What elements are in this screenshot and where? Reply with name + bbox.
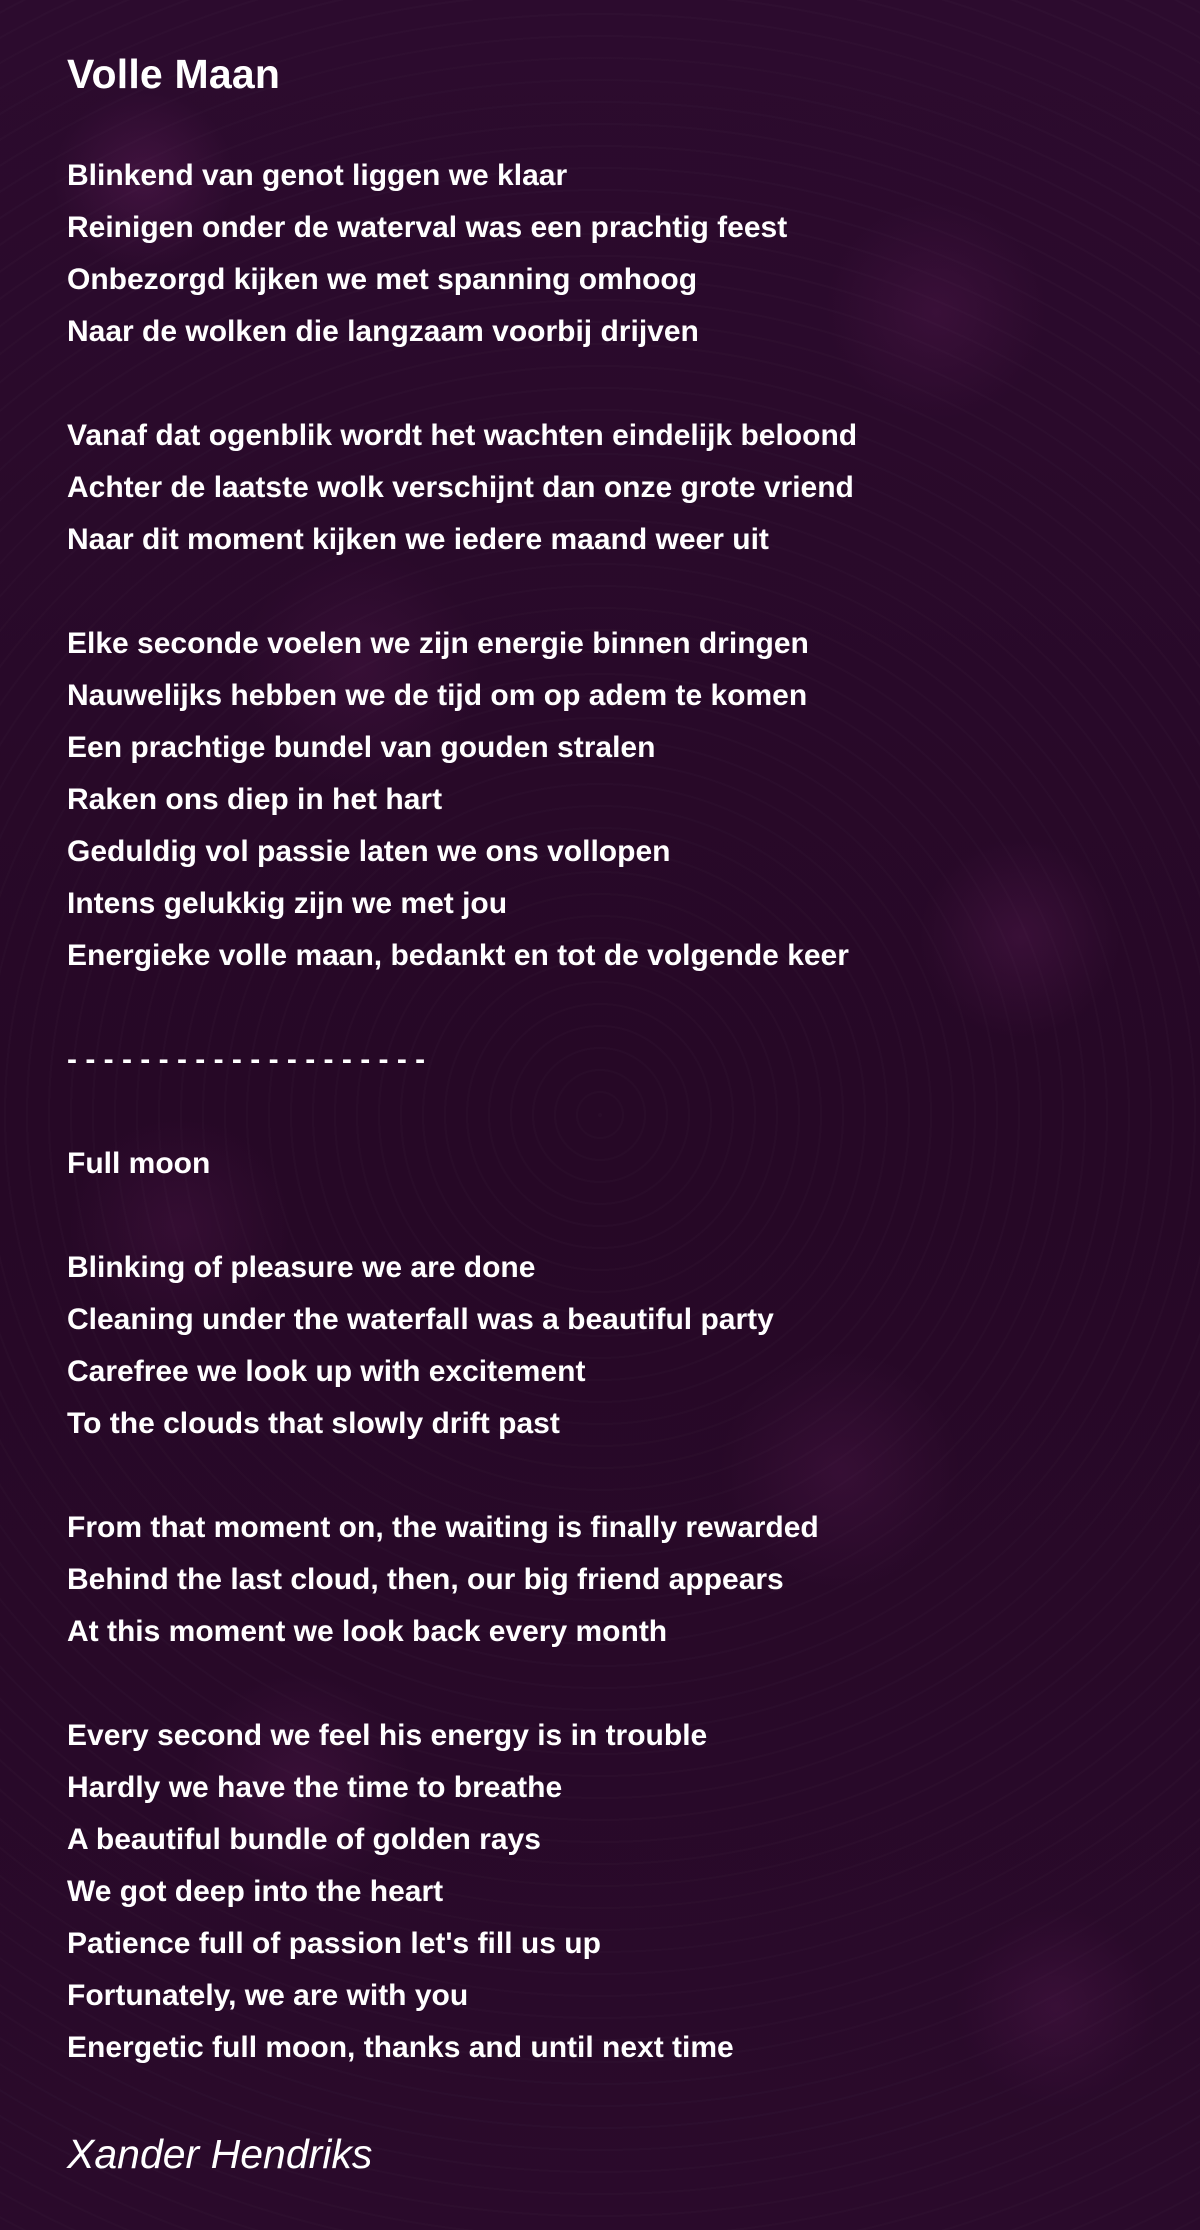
poem-line: From that moment on, the waiting is finally rewarded — [67, 1511, 819, 1544]
poem-line: Achter de laatste wolk verschijnt dan onze grote vriend — [67, 471, 854, 504]
poem-body — [67, 150, 1147, 2074]
poem-line: Naar dit moment kijken we iedere maand weer uit — [67, 523, 769, 556]
poem-line: At this moment we look back every month — [67, 1615, 668, 1648]
poem-line: Elke seconde voelen we zijn energie binnen dringen — [67, 627, 809, 660]
poem-title: Volle Maan — [67, 51, 281, 97]
stanza-break — [67, 566, 1147, 618]
poem-line: Onbezorgd kijken we met spanning omhoog — [67, 263, 698, 296]
poem-line: A beautiful bundle of golden rays — [67, 1823, 541, 1856]
poem-line: Blinkend van genot liggen we klaar — [67, 159, 568, 192]
poem-line: Behind the last cloud, then, our big friend appears — [67, 1563, 784, 1596]
poem-line: Patience full of passion let's fill us up — [67, 1927, 601, 1960]
poem-line: Blinking of pleasure we are done — [67, 1251, 536, 1284]
poem-line: Naar de wolken die langzaam voorbij drijven — [67, 315, 699, 348]
poem-line: We got deep into the heart — [67, 1875, 444, 1908]
poem-line: Full moon — [67, 1147, 211, 1180]
stanza-break — [67, 1658, 1147, 1710]
stanza-break — [67, 358, 1147, 410]
poem-card — [67, 48, 1147, 2074]
poem-line: Fortunately, we are with you — [67, 1979, 469, 2012]
poem-line: Een prachtige bundel van gouden stralen — [67, 731, 656, 764]
stanza-break — [67, 1450, 1147, 1502]
stanza-break — [67, 1086, 1147, 1138]
poem-author: Xander Hendriks — [67, 2131, 373, 2177]
poem-line: Reinigen onder de waterval was een prachtig feest — [67, 211, 788, 244]
poem-line: - - - - - - - - - - - - - - - - - - - - — [67, 1043, 426, 1076]
poem-line: Hardly we have the time to breathe — [67, 1771, 563, 1804]
poem-line: Every second we feel his energy is in trouble — [67, 1719, 708, 1752]
poem-line: Energieke volle maan, bedankt en tot de volgende keer — [67, 939, 849, 972]
stanza-break — [67, 982, 1147, 1034]
poem-line: Vanaf dat ogenblik wordt het wachten eindelijk beloond — [67, 419, 858, 452]
poem-line: Geduldig vol passie laten we ons vollopen — [67, 835, 671, 868]
poem-line: To the clouds that slowly drift past — [67, 1407, 560, 1440]
poem-line: Nauwelijks hebben we de tijd om op adem te komen — [67, 679, 808, 712]
poem-line: Intens gelukkig zijn we met jou — [67, 887, 508, 920]
poem-line: Raken ons diep in het hart — [67, 783, 443, 816]
stanza-break — [67, 1190, 1147, 1242]
poem-line: Cleaning under the waterfall was a beautiful party — [67, 1303, 774, 1336]
poem-line: Energetic full moon, thanks and until next time — [67, 2031, 734, 2064]
poem-line: Carefree we look up with excitement — [67, 1355, 586, 1388]
